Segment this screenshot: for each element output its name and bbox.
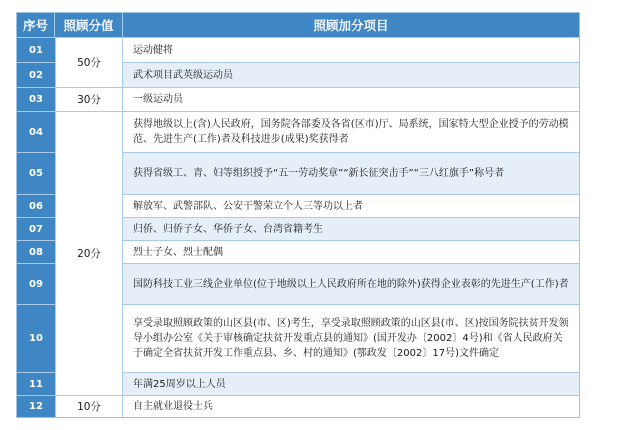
row-item: 归侨、归侨子女、华侨子女、台湾省籍考生 bbox=[123, 217, 579, 240]
row-number: 03 bbox=[17, 87, 55, 111]
row-item: 享受录取照顾政策的山区县(市、区)考生，享受录取照顾政策的山区县(市、区)按国务院扶贫开发领导小组办公室《关于审核确定扶贫开发重点县的通知》(国开发办〔2002〕4号)和《省人民政府关于确定全省扶贫开发工作重点县、乡、村的通知》(鄂政发〔2002〕17号)文件确定 bbox=[123, 304, 579, 372]
score-cell: 50分 bbox=[55, 37, 123, 87]
table-row bbox=[17, 111, 579, 152]
header-item: 照顾加分项目 bbox=[123, 13, 579, 37]
header-score: 照顾分值 bbox=[55, 13, 123, 37]
row-number: 09 bbox=[17, 263, 55, 304]
row-item: 一级运动员 bbox=[123, 87, 579, 111]
score-cell: 20分 bbox=[55, 111, 123, 395]
row-item: 解放军、武警部队、公安干警荣立个人三等功以上者 bbox=[123, 194, 579, 217]
row-item: 自主就业退役士兵 bbox=[123, 395, 579, 417]
row-number: 05 bbox=[17, 152, 55, 194]
row-number: 06 bbox=[17, 194, 55, 217]
row-item: 烈士子女、烈士配偶 bbox=[123, 240, 579, 263]
row-item: 获得省级工、青、妇等组织授予“五一劳动奖章”“新长征突击手”“三八红旗手”称号者 bbox=[123, 152, 579, 194]
row-number: 10 bbox=[17, 304, 55, 372]
row-item: 国防科技工业三线企业单位(位于地级以上人民政府所在地的除外)获得企业表彰的先进生产(工作)者 bbox=[123, 263, 579, 304]
row-number: 07 bbox=[17, 217, 55, 240]
table-header-row bbox=[17, 13, 579, 37]
row-item: 年满25周岁以上人员 bbox=[123, 372, 579, 395]
row-number: 11 bbox=[17, 372, 55, 395]
bonus-points-table bbox=[16, 12, 580, 418]
row-number: 04 bbox=[17, 111, 55, 152]
row-number: 01 bbox=[17, 37, 55, 62]
header-no: 序号 bbox=[17, 13, 55, 37]
table-row bbox=[17, 37, 579, 62]
table-row bbox=[17, 395, 579, 417]
row-number: 08 bbox=[17, 240, 55, 263]
bonus-points-table-container bbox=[16, 12, 578, 418]
score-cell: 30分 bbox=[55, 87, 123, 111]
score-cell: 10分 bbox=[55, 395, 123, 417]
row-item: 运动健将 bbox=[123, 37, 579, 62]
row-number: 02 bbox=[17, 62, 55, 87]
row-number: 12 bbox=[17, 395, 55, 417]
row-item: 武术项目武英级运动员 bbox=[123, 62, 579, 87]
row-item: 获得地级以上(含)人民政府，国务院各部委及各省(区市)厅、局系统，国家特大型企业授予的劳动模范、先进生产(工作)者及科技进步(成果)奖获得者 bbox=[123, 111, 579, 152]
table-row bbox=[17, 87, 579, 111]
